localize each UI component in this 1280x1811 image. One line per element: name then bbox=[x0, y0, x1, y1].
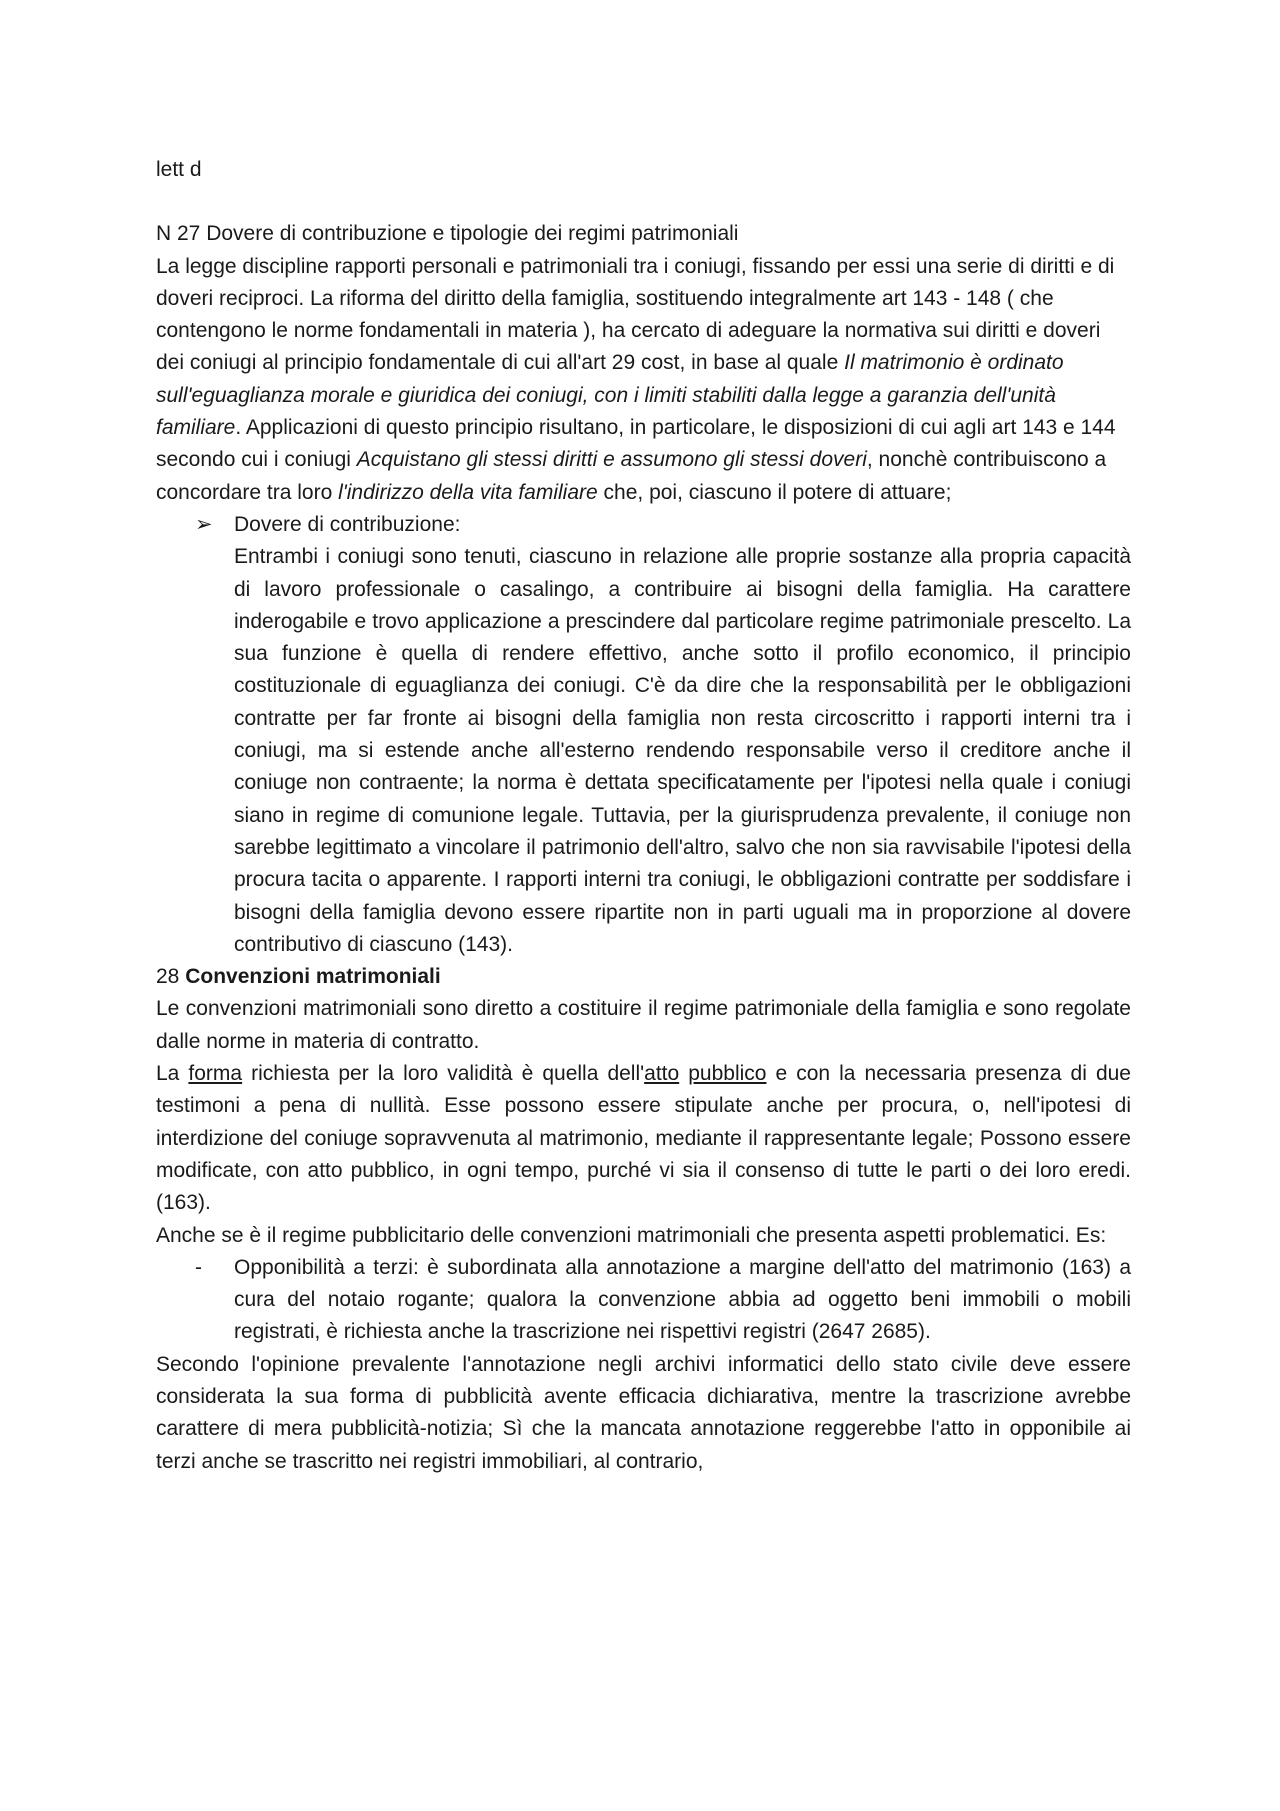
para-text: , nonchè contribuiscono a concordare tra loro bbox=[156, 448, 1107, 504]
para-text bbox=[679, 1062, 688, 1085]
underlined-term-pubblico: pubblico bbox=[688, 1062, 767, 1086]
bullet-item-dovere-di-contribuzione bbox=[156, 509, 1131, 961]
arrow-bullet-icon: ➢ bbox=[195, 512, 213, 536]
para-text: . Applicazioni di questo principio risultano, in particolare, le disposizioni di cui agli art 143 e 144 secondo cui i coniugi bbox=[156, 416, 1116, 472]
section-28-title: Convenzioni matrimoniali bbox=[185, 965, 441, 989]
para-text: e con la necessaria presenza di due testimoni a pena di nullità. Esse possono essere stipulate anche per procura, o, nell'ipotesi di interdizione del coniuge sopravvenuta al matrimonio, mediante il rappresentante legale; Possono essere modificate, con atto pubblico, in ogni tempo, purché vi sia il consenso di tutte le parti o dei loro eredi. (163). bbox=[156, 1062, 1131, 1215]
underlined-term-atto: atto bbox=[644, 1062, 680, 1086]
para-text: che, poi, ciascuno il potere di attuare; bbox=[597, 480, 952, 504]
bullet-body: Entrambi i coniugi sono tenuti, ciascuno in relazione alle proprie sostanze alla propria capacità di lavoro professionale o casalingo, a contribuire ai bisogni della famiglia. Ha carattere inderogabile e trovo applicazione a prescindere dal particolare regime patrimoniale prescelto. La sua funzione è quella di rendere effettivo, anche sotto il profilo economico, il principio costituzionale di eguaglianza dei coniugi. C'è da dire che la responsabilità per le obbligazioni contratte per far fronte ai bisogni della famiglia non resta circoscritto i rapporti interni tra i coniugi, ma si estende anche all'esterno rendendo responsabile verso il creditore anche il coniuge non contraente; la norma è dettata specificatamente per l'ipotesi nella quale i coniugi siano in regime di comunione legale. Tuttavia, per la giurisprudenza prevalente, il coniuge non sarebbe legittimato a vincolare il patrimonio dell'altro, salvo che non sia ravvisabile l'ipotesi della procura tacita o apparente. I rapporti interni tra coniugi, le obbligazioni contratte per soddisfare i bisogni della famiglia devono essere ripartite non in parti uguali ma in proporzione al dovere contributivo di ciascuno (143). bbox=[234, 545, 1131, 956]
dash-bullet-icon: - bbox=[195, 1255, 202, 1279]
para-text: La legge discipline rapporti personali e patrimoniali tra i coniugi, fissando per essi una serie di diritti e di doveri reciproci. La riforma del diritto della famiglia, sostituendo integralmente art 143 - 148 ( che contengono le norme fondamentali in materia ), ha cercato di adeguare la normativa sui diritti e doveri dei coniugi al principio fondamentale di cui all'art 29 cost, in base al quale bbox=[156, 254, 1115, 375]
blank-line bbox=[156, 186, 1131, 218]
section-28-paragraph-4: Secondo l'opinione prevalente l'annotazione negli archivi informatici dello stato civile deve essere considerata la sua forma di pubblicità avente efficacia dichiarativa, mentre la trascrizione avrebbe carattere di mera pubblicità-notizia; Sì che la mancata annotazione reggerebbe l'atto in opponibile ai terzi anche se trascritto nei registri immobiliari, al contrario, bbox=[156, 1352, 1131, 1473]
section-28-paragraph-2 bbox=[156, 1058, 1131, 1219]
para-text: richiesta per la loro validità è quella dell' bbox=[242, 1062, 645, 1086]
bullet-heading: Dovere di contribuzione: bbox=[234, 512, 461, 536]
dash-item-text: Opponibilità a terzi: è subordinata alla annotazione a margine dell'atto del matrimonio (163) a cura del notaio rogante; qualora la convenzione abbia ad oggetto beni immobili o mobili registrati, è richiesta anche la trascrizione nei rispettivi registri (2647 2685). bbox=[234, 1255, 1131, 1344]
para-italic-quote: Il matrimonio è ordinato sull'eguaglianza morale e giuridica dei coniugi, con i limiti stabiliti dalla legge a garanzia dell'unità familiare bbox=[156, 351, 1064, 440]
section-28-heading bbox=[156, 961, 1131, 993]
para-text: La bbox=[156, 1062, 189, 1086]
section-28-paragraph-3: Anche se è il regime pubblicitario delle convenzioni matrimoniali che presenta aspetti problematici. Es: bbox=[156, 1223, 1107, 1247]
underlined-term-forma: forma bbox=[188, 1062, 243, 1086]
lett-label: lett d bbox=[156, 158, 202, 181]
section-27-title: N 27 Dovere di contribuzione e tipologie dei regimi patrimoniali bbox=[156, 222, 739, 246]
section-28-number: 28 bbox=[156, 965, 186, 989]
document-page bbox=[156, 154, 1131, 1478]
para-italic-quote: l'indirizzo della vita familiare bbox=[338, 480, 598, 504]
para-italic-quote: Acquistano gli stessi diritti e assumono gli stessi doveri bbox=[356, 448, 867, 472]
section-27-paragraph bbox=[156, 251, 1131, 509]
dash-item-opponibilita bbox=[156, 1252, 1131, 1349]
section-28-paragraph-1: Le convenzioni matrimoniali sono diretto a costituire il regime patrimoniale della famiglia e sono regolate dalle norme in materia di contratto. bbox=[156, 997, 1131, 1053]
